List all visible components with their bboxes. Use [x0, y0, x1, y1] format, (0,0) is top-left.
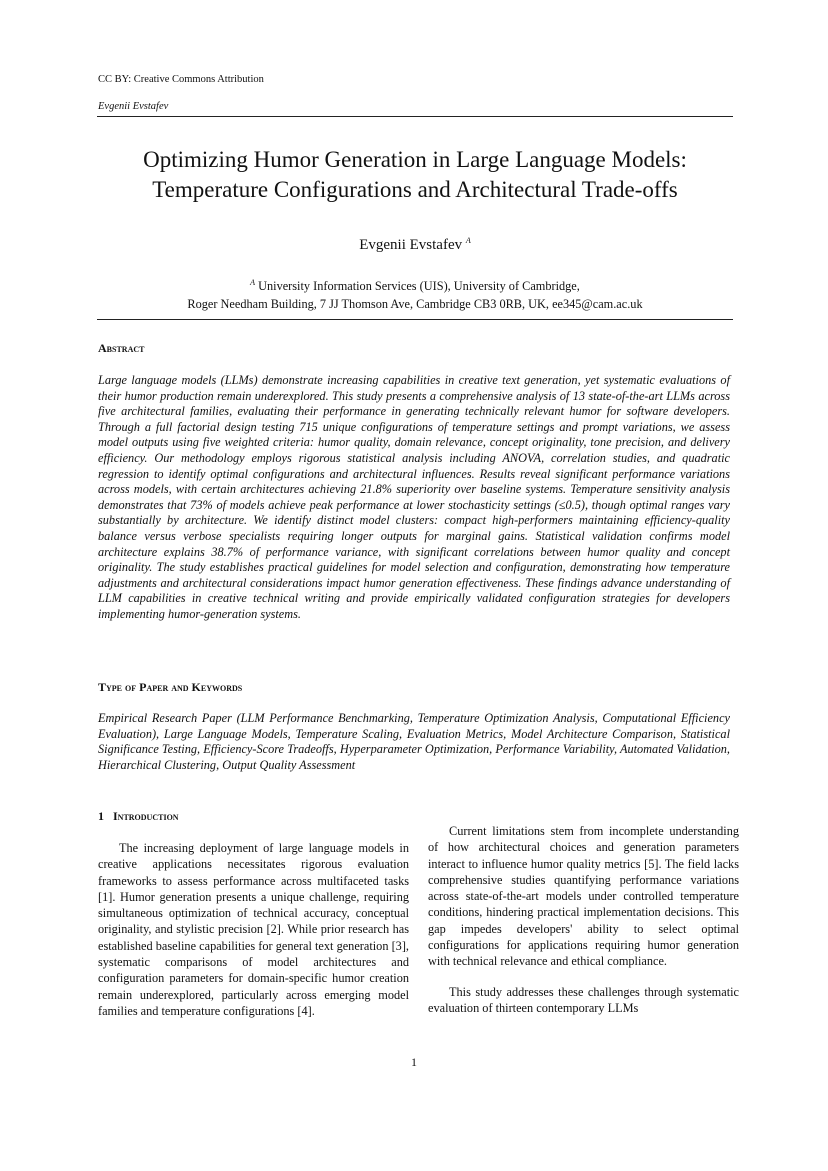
- running-head-author: Evgenii Evstafev: [98, 101, 169, 112]
- header-rule: [97, 116, 733, 117]
- title-line-2: Temperature Configurations and Architectural Trade-offs: [152, 177, 678, 202]
- intro-paragraph-3: This study addresses these challenges through systematic evaluation of thirteen contemporary LLMs: [428, 984, 739, 1015]
- author-line: [97, 236, 733, 254]
- paper-title: [97, 145, 733, 205]
- abstract-heading: Abstract: [98, 341, 145, 355]
- right-column: [428, 823, 739, 1030]
- keywords-text: Empirical Research Paper (LLM Performance Benchmarking, Temperature Optimization Analysis, Computational Efficiency Evaluation), Large Language Models, Temperature Scaling, Evaluation Metrics, Model Architecture Comparison, Statistical Significance Testing, Efficiency-Score Tradeoffs, Hyperparameter Optimization, Performance Variability, Automated Validation, Hierarchical Clustering, Output Quality Assessment: [98, 711, 730, 772]
- section-number: 1: [98, 809, 104, 823]
- license-line: CC BY: Creative Commons Attribution: [98, 74, 264, 85]
- left-column: [98, 840, 409, 1033]
- page-number: 1: [411, 1055, 417, 1069]
- author-affiliation-mark: A: [465, 236, 471, 245]
- title-line-1: Optimizing Humor Generation in Large Language Models:: [143, 147, 687, 172]
- affiliation: [97, 274, 733, 313]
- author-name: Evgenii Evstafev: [359, 237, 463, 253]
- affiliation-line-1: University Information Services (UIS), University of Cambridge,: [258, 279, 580, 294]
- affiliation-mark: A: [250, 278, 256, 287]
- title-block-rule: [97, 319, 733, 320]
- introduction-heading: [98, 809, 179, 824]
- affiliation-line-2: Roger Needham Building, 7 JJ Thomson Ave, Cambridge CB3 0RB, UK, ee345@cam.ac.uk: [187, 297, 643, 312]
- keywords-heading: Type of Paper and Keywords: [98, 680, 243, 694]
- intro-paragraph-1: The increasing deployment of large language models in creative applications necessitates rigorous evaluation frameworks to assess performance across multifaceted tasks [1]. Humor generation presents a unique challenge, requiring simultaneous optimization of technical accuracy, conceptual originality, and stylistic precision [2]. While prior research has established baseline capabilities for general text generation [3], systematic comparisons of model architectures and configuration parameters for domain-specific humor creation remain underexplored, particularly across emerging model families and temperature configurations [4].: [98, 841, 409, 1018]
- intro-paragraph-2: Current limitations stem from incomplete understanding of how architectural choices and generation parameters interact to influence humor quality metrics [5]. The field lacks comprehensive studies quantifying performance variations across state-of-the-art models under controlled temperature conditions, hindering practical implementation decisions. This gap impedes developers' ability to select optimal configurations for applications requiring humor generation with technical relevance and ethical compliance.: [428, 824, 739, 969]
- section-title: Introduction: [113, 809, 179, 823]
- abstract-text: Large language models (LLMs) demonstrate increasing capabilities in creative text generation, yet systematic evaluations of their humor production remain underexplored. This study presents a comprehensive analysis of 13 state-of-the-art LLMs across five architectural families, evaluating their performance in generating technically relevant humor for software developers. Through a full factorial design testing 715 unique configurations of temperature settings and prompt variations, we assess model outputs using five weighted criteria: humor quality, domain relevance, concept originality, tone precision, and delivery efficiency. Our methodology employs rigorous statistical analysis including ANOVA, correlation studies, and quadratic regression to identify optimal configurations and architectural influences. Results reveal significant performance variations across models, with certain architectures achieving 21.8% superiority over baseline systems. Temperature sensitivity analysis demonstrates that 73% of models achieve peak performance at lower stochasticity settings (≤0.5), though optimal ranges vary substantially by architecture. We identify distinct model clusters: compact high-performers maintaining efficiency-quality balance versus verbose specialists requiring longer outputs for marginal gains. Statistical validation confirms model architecture explains 38.7% of performance variance, with significant correlations between humor quality and concept originality. The study establishes practical guidelines for model selection and configuration, demonstrating how temperature adjustments and architectural considerations impact humor generation effectiveness. These findings advance understanding of LLM capabilities in creative technical writing and provide empirically validated configuration strategies for developers implementing humor-generation systems.: [98, 373, 730, 621]
